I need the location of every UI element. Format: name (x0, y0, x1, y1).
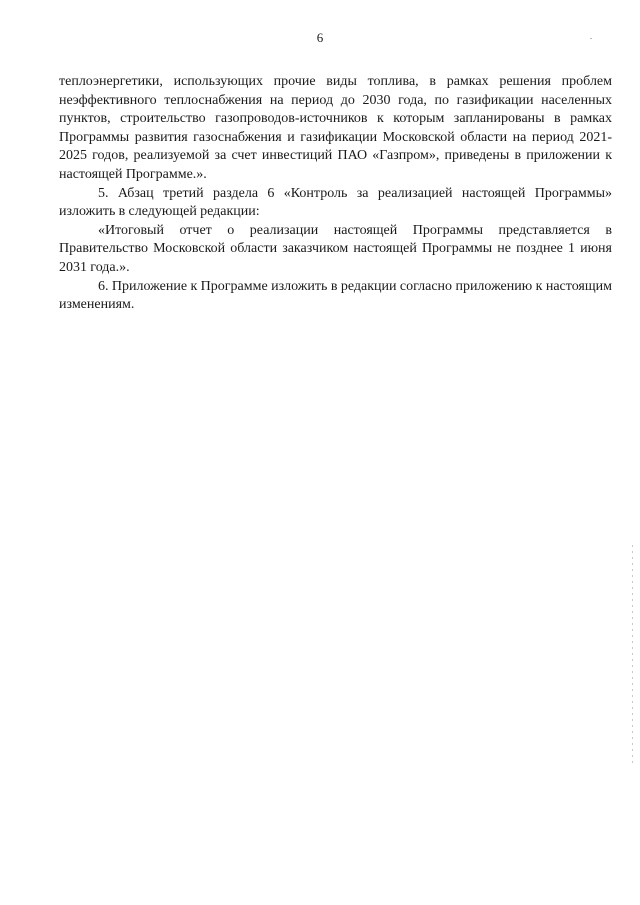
paragraph-continuation: теплоэнергетики, использующих прочие виды топлива, в рамках решения проблем неэффективного теплоснабжения на период до 2030 года, по газификации населенных пунктов, строительство газопроводов-источников к которым запланированы в рамках Программы развития газоснабжения и газификации Московской области на период 2021-2025 годов, реализуемой за счет инвестиций ПАО «Газпром», приведены в приложении к настоящей Программе.». (59, 74, 612, 182)
page-number: 6 (316, 30, 324, 45)
scan-edge-mark (632, 545, 633, 765)
document-body (59, 73, 612, 315)
paragraph-item-6: 6. Приложение к Программе изложить в редакции согласно приложению к настоящим изменениям. (59, 278, 612, 313)
paragraph-quote: «Итоговый отчет о реализации настоящей Программы представляется в Правительство Московской области заказчиком настоящей Программы не позднее 1 июня 2031 года.». (59, 222, 612, 275)
paragraph-item-5: 5. Абзац третий раздела 6 «Контроль за реализацией настоящей Программы» изложить в следующей редакции: (59, 185, 612, 220)
scan-artifact (590, 38, 592, 39)
